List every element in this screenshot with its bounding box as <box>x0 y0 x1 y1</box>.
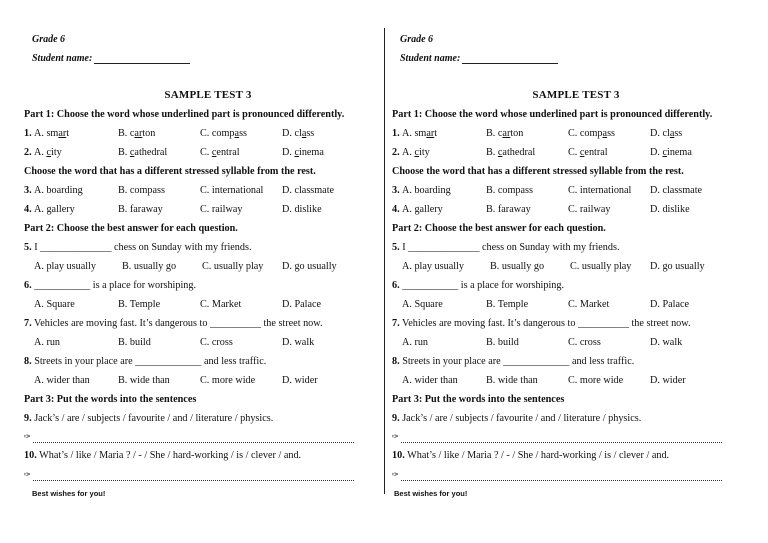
option-d: D. cinema <box>650 147 692 158</box>
option-c: C. Market <box>200 299 242 310</box>
option-b: B. carton <box>118 128 156 139</box>
question-text: Jack’s / are / subjects / favourite / and / literature / physics. <box>34 413 274 424</box>
option-b: B. faraway <box>486 204 531 215</box>
option-c: C. usually play <box>202 261 264 272</box>
option-b: B. carton <box>486 128 524 139</box>
question-10: 10. What’s / like / Maria ? / - / She / hard-working / is / clever / and. <box>392 450 670 461</box>
test-title: SAMPLE TEST 3 <box>532 89 620 101</box>
question-text: Jack’s / are / subjects / favourite / and / literature / physics. <box>402 413 642 424</box>
question-10: 10. What’s / like / Maria ? / - / She / hard-working / is / clever / and. <box>24 450 302 461</box>
option-a: A. gallery <box>402 204 443 215</box>
option-a: A. play usually <box>402 261 464 272</box>
option-c: C. compass <box>568 128 615 139</box>
option-a: A. boarding <box>402 185 451 196</box>
option-d: D. cinema <box>282 147 324 158</box>
option-a: A. smart <box>402 128 438 139</box>
question-9: 9. Jack’s / are / subjects / favourite / and / literature / physics. <box>24 413 274 424</box>
part2-heading: Part 2: Choose the best answer for each question. <box>24 223 238 234</box>
student-name-blank[interactable] <box>94 53 190 64</box>
part1-heading: Part 1: Choose the word whose underlined part is pronounced differently. <box>392 109 713 120</box>
option-b: B. compass <box>486 185 533 196</box>
option-c: C. Market <box>568 299 610 310</box>
option-a: A. run <box>34 337 61 348</box>
question-8: 8. Streets in your place are _____________ and less traffic. <box>24 356 267 367</box>
question-3: 3. A. boarding B. compass C. international D. classmate <box>24 185 335 196</box>
question-5: 5. I ______________ chess on Sunday with my friends. <box>392 242 620 253</box>
student-name-label: Student name: <box>32 53 190 64</box>
option-a: A. city <box>402 147 430 158</box>
option-c: C. central <box>200 147 240 158</box>
part3-heading: Part 3: Put the words into the sentences <box>392 394 565 405</box>
option-a: A. city <box>34 147 62 158</box>
part2-heading: Part 2: Choose the best answer for each question. <box>392 223 606 234</box>
option-c: C. railway <box>200 204 243 215</box>
option-d: D. wider <box>650 375 686 386</box>
option-a: A. run <box>402 337 429 348</box>
question-text: Streets in your place are _____________ and less traffic. <box>402 356 635 367</box>
stress-heading: Choose the word that has a different stressed syllable from the rest. <box>24 166 316 177</box>
question-8: 8. Streets in your place are _____________ and less traffic. <box>392 356 635 367</box>
option-b: B. cathedral <box>118 147 168 158</box>
question-1: 1. A. smart B. carton C. compass D. class <box>392 128 683 139</box>
question-3: 3. A. boarding B. compass C. international D. classmate <box>392 185 703 196</box>
option-c: C. cross <box>568 337 601 348</box>
option-c: C. international <box>200 185 264 196</box>
question-6: 6. ___________ is a place for worshiping. <box>24 280 197 291</box>
option-c: C. compass <box>200 128 247 139</box>
question-text: I ______________ chess on Sunday with my friends. <box>34 242 252 253</box>
option-b: B. usually go <box>490 261 545 272</box>
option-b: B. wide than <box>486 375 538 386</box>
option-a: A. Square <box>402 299 443 310</box>
option-c: C. railway <box>568 204 611 215</box>
option-a: A. Square <box>34 299 75 310</box>
option-d: D. go usually <box>650 261 705 272</box>
option-d: D. Palace <box>650 299 690 310</box>
question-text: Vehicles are moving fast. It’s dangerous to __________ the street now. <box>34 318 323 329</box>
option-b: B. build <box>486 337 519 348</box>
question-7: 7. Vehicles are moving fast. It’s dangerous to __________ the street now. <box>24 318 323 329</box>
option-a: A. wider than <box>402 375 458 386</box>
option-b: B. usually go <box>122 261 177 272</box>
grade-label: Grade 6 <box>32 34 66 45</box>
option-c: C. more wide <box>568 375 624 386</box>
question-7: 7. Vehicles are moving fast. It’s dangerous to __________ the street now. <box>392 318 691 329</box>
option-b: B. compass <box>118 185 165 196</box>
question-9: 9. Jack’s / are / subjects / favourite / and / literature / physics. <box>392 413 642 424</box>
test-title: SAMPLE TEST 3 <box>164 89 252 101</box>
option-b: B. cathedral <box>486 147 536 158</box>
question-4: 4. A. gallery B. faraway C. railway D. dislike <box>392 204 690 215</box>
option-c: C. international <box>568 185 632 196</box>
part1-heading: Part 1: Choose the word whose underlined part is pronounced differently. <box>24 109 345 120</box>
student-name-blank[interactable] <box>462 53 558 64</box>
option-b: B. faraway <box>118 204 163 215</box>
option-b: B. build <box>118 337 151 348</box>
question-4: 4. A. gallery B. faraway C. railway D. dislike <box>24 204 322 215</box>
option-d: D. go usually <box>282 261 337 272</box>
option-c: C. central <box>568 147 608 158</box>
answer-line-9[interactable] <box>392 431 722 443</box>
option-d: D. walk <box>650 337 683 348</box>
option-d: D. class <box>650 128 683 139</box>
question-2: 2. A. city B. cathedral C. central D. cinema <box>392 147 692 158</box>
option-d: D. dislike <box>282 204 322 215</box>
option-d: D. wider <box>282 375 318 386</box>
option-d: D. classmate <box>650 185 703 196</box>
option-d: D. Palace <box>282 299 322 310</box>
part3-heading: Part 3: Put the words into the sentences <box>24 394 197 405</box>
question-text: What’s / like / Maria ? / - / She / hard-working / is / clever / and. <box>407 450 670 461</box>
question-text: ___________ is a place for worshiping. <box>402 280 565 291</box>
pen-icon: ✑ <box>392 432 399 441</box>
option-a: A. gallery <box>34 204 75 215</box>
footer-wishes: Best wishes for you! <box>32 489 106 498</box>
option-c: C. more wide <box>200 375 256 386</box>
pen-icon: ✑ <box>24 470 31 479</box>
option-a: A. smart <box>34 128 70 139</box>
option-a: A. boarding <box>34 185 83 196</box>
option-b: B. Temple <box>118 299 161 310</box>
worksheet-left <box>24 0 392 543</box>
question-2: 2. A. city B. cathedral C. central D. cinema <box>24 147 324 158</box>
question-text: ___________ is a place for worshiping. <box>34 280 197 291</box>
question-1: 1. A. smart B. carton C. compass D. class <box>24 128 315 139</box>
option-b: B. Temple <box>486 299 529 310</box>
option-c: C. cross <box>200 337 233 348</box>
footer-wishes: Best wishes for you! <box>394 489 468 498</box>
pen-icon: ✑ <box>392 470 399 479</box>
worksheet-right <box>392 0 760 543</box>
grade-label: Grade 6 <box>400 34 434 45</box>
pen-icon: ✑ <box>24 432 31 441</box>
option-a: A. wider than <box>34 375 90 386</box>
option-d: D. classmate <box>282 185 335 196</box>
question-text: Vehicles are moving fast. It’s dangerous to __________ the street now. <box>402 318 691 329</box>
question-6: 6. ___________ is a place for worshiping. <box>392 280 565 291</box>
answer-line-9[interactable] <box>24 431 354 443</box>
answer-line-10[interactable] <box>24 469 354 481</box>
option-d: D. dislike <box>650 204 690 215</box>
question-text: What’s / like / Maria ? / - / She / hard-working / is / clever / and. <box>39 450 302 461</box>
question-text: I ______________ chess on Sunday with my friends. <box>402 242 620 253</box>
option-d: D. class <box>282 128 315 139</box>
stress-heading: Choose the word that has a different stressed syllable from the rest. <box>392 166 684 177</box>
question-text: Streets in your place are _____________ and less traffic. <box>34 356 267 367</box>
option-d: D. walk <box>282 337 315 348</box>
option-c: C. usually play <box>570 261 632 272</box>
option-a: A. play usually <box>34 261 96 272</box>
option-b: B. wide than <box>118 375 170 386</box>
answer-line-10[interactable] <box>392 469 722 481</box>
question-5: 5. I ______________ chess on Sunday with my friends. <box>24 242 252 253</box>
student-name-label: Student name: <box>400 53 558 64</box>
